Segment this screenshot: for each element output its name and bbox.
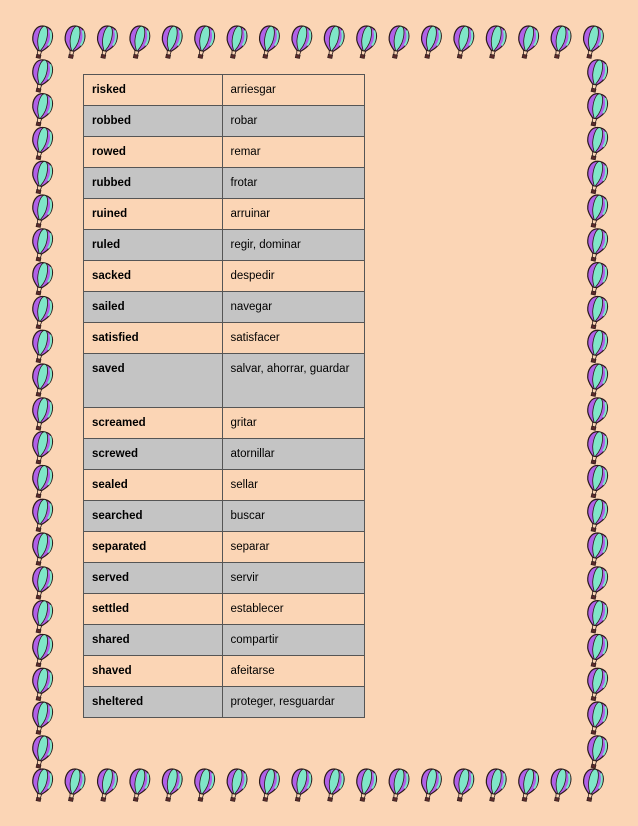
hot-air-balloon-icon <box>255 767 281 803</box>
english-verb: sailed <box>84 292 223 323</box>
table-row <box>84 532 365 563</box>
hot-air-balloon-icon <box>417 767 443 803</box>
hot-air-balloon-icon <box>61 767 87 803</box>
table-row <box>84 168 365 199</box>
hot-air-balloon-icon <box>584 58 610 94</box>
hot-air-balloon-icon <box>29 531 55 567</box>
hot-air-balloon-icon <box>29 633 55 669</box>
english-verb: shaved <box>84 656 223 687</box>
hot-air-balloon-icon <box>29 767 55 803</box>
hot-air-balloon-icon <box>584 599 610 635</box>
table-row <box>84 687 365 718</box>
english-verb: screamed <box>84 408 223 439</box>
spanish-translation: robar <box>222 106 365 137</box>
hot-air-balloon-icon <box>158 24 184 60</box>
hot-air-balloon-icon <box>417 24 443 60</box>
hot-air-balloon-icon <box>126 767 152 803</box>
hot-air-balloon-icon <box>320 24 346 60</box>
spanish-translation: gritar <box>222 408 365 439</box>
hot-air-balloon-icon <box>584 430 610 466</box>
english-verb: sheltered <box>84 687 223 718</box>
spanish-translation: compartir <box>222 625 365 656</box>
hot-air-balloon-icon <box>450 767 476 803</box>
hot-air-balloon-icon <box>29 92 55 128</box>
english-verb: searched <box>84 501 223 532</box>
hot-air-balloon-icon <box>93 767 119 803</box>
spanish-translation: navegar <box>222 292 365 323</box>
hot-air-balloon-icon <box>385 767 411 803</box>
hot-air-balloon-icon <box>320 767 346 803</box>
spanish-translation: arruinar <box>222 199 365 230</box>
hot-air-balloon-icon <box>29 700 55 736</box>
hot-air-balloon-icon <box>288 24 314 60</box>
spanish-translation: frotar <box>222 168 365 199</box>
english-verb: served <box>84 563 223 594</box>
hot-air-balloon-icon <box>584 633 610 669</box>
hot-air-balloon-icon <box>353 24 379 60</box>
hot-air-balloon-icon <box>29 58 55 94</box>
hot-air-balloon-icon <box>515 767 541 803</box>
table-row <box>84 594 365 625</box>
spanish-translation: regir, dominar <box>222 230 365 261</box>
english-verb: rubbed <box>84 168 223 199</box>
table-row <box>84 292 365 323</box>
spanish-translation: remar <box>222 137 365 168</box>
spanish-translation: proteger, resguardar <box>222 687 365 718</box>
english-verb: ruled <box>84 230 223 261</box>
hot-air-balloon-icon <box>547 767 573 803</box>
spanish-translation: sellar <box>222 470 365 501</box>
hot-air-balloon-icon <box>584 92 610 128</box>
hot-air-balloon-icon <box>29 227 55 263</box>
hot-air-balloon-icon <box>126 24 152 60</box>
hot-air-balloon-icon <box>584 261 610 297</box>
hot-air-balloon-icon <box>584 700 610 736</box>
hot-air-balloon-icon <box>29 734 55 770</box>
hot-air-balloon-icon <box>584 126 610 162</box>
english-verb: satisfied <box>84 323 223 354</box>
hot-air-balloon-icon <box>482 767 508 803</box>
table-row <box>84 408 365 439</box>
spanish-translation: buscar <box>222 501 365 532</box>
english-verb: sacked <box>84 261 223 292</box>
hot-air-balloon-icon <box>584 531 610 567</box>
hot-air-balloon-icon <box>353 767 379 803</box>
hot-air-balloon-icon <box>29 261 55 297</box>
table-row <box>84 501 365 532</box>
spanish-translation: separar <box>222 532 365 563</box>
hot-air-balloon-icon <box>191 24 217 60</box>
table-row <box>84 106 365 137</box>
spanish-translation: arriesgar <box>222 75 365 106</box>
english-verb: robbed <box>84 106 223 137</box>
hot-air-balloon-icon <box>385 24 411 60</box>
table-row <box>84 75 365 106</box>
english-verb: shared <box>84 625 223 656</box>
spanish-translation: establecer <box>222 594 365 625</box>
english-verb: risked <box>84 75 223 106</box>
hot-air-balloon-icon <box>584 227 610 263</box>
hot-air-balloon-icon <box>579 767 605 803</box>
hot-air-balloon-icon <box>29 599 55 635</box>
hot-air-balloon-icon <box>223 24 249 60</box>
table-row <box>84 563 365 594</box>
hot-air-balloon-icon <box>584 396 610 432</box>
hot-air-balloon-icon <box>29 430 55 466</box>
hot-air-balloon-icon <box>158 767 184 803</box>
hot-air-balloon-icon <box>584 666 610 702</box>
hot-air-balloon-icon <box>450 24 476 60</box>
table-row <box>84 625 365 656</box>
hot-air-balloon-icon <box>584 565 610 601</box>
spanish-translation: atornillar <box>222 439 365 470</box>
hot-air-balloon-icon <box>29 295 55 331</box>
spanish-translation: salvar, ahorrar, guardar <box>222 354 365 408</box>
hot-air-balloon-icon <box>584 734 610 770</box>
hot-air-balloon-icon <box>547 24 573 60</box>
english-verb: saved <box>84 354 223 408</box>
english-verb: settled <box>84 594 223 625</box>
hot-air-balloon-icon <box>29 565 55 601</box>
table-row <box>84 137 365 168</box>
hot-air-balloon-icon <box>584 328 610 364</box>
table-row <box>84 199 365 230</box>
spanish-translation: despedir <box>222 261 365 292</box>
hot-air-balloon-icon <box>29 193 55 229</box>
hot-air-balloon-icon <box>223 767 249 803</box>
hot-air-balloon-icon <box>579 24 605 60</box>
english-verb: ruined <box>84 199 223 230</box>
table-row <box>84 261 365 292</box>
hot-air-balloon-icon <box>29 396 55 432</box>
english-verb: separated <box>84 532 223 563</box>
hot-air-balloon-icon <box>584 497 610 533</box>
spanish-translation: servir <box>222 563 365 594</box>
table-row <box>84 439 365 470</box>
hot-air-balloon-icon <box>584 362 610 398</box>
hot-air-balloon-icon <box>584 159 610 195</box>
hot-air-balloon-icon <box>61 24 87 60</box>
hot-air-balloon-icon <box>191 767 217 803</box>
english-verb: sealed <box>84 470 223 501</box>
hot-air-balloon-icon <box>584 295 610 331</box>
spanish-translation: satisfacer <box>222 323 365 354</box>
table-row <box>84 354 365 408</box>
hot-air-balloon-icon <box>255 24 281 60</box>
hot-air-balloon-icon <box>29 126 55 162</box>
hot-air-balloon-icon <box>482 24 508 60</box>
english-verb: screwed <box>84 439 223 470</box>
table-row <box>84 323 365 354</box>
hot-air-balloon-icon <box>584 193 610 229</box>
hot-air-balloon-icon <box>93 24 119 60</box>
hot-air-balloon-icon <box>288 767 314 803</box>
hot-air-balloon-icon <box>29 159 55 195</box>
hot-air-balloon-icon <box>29 464 55 500</box>
english-verb: rowed <box>84 137 223 168</box>
hot-air-balloon-icon <box>515 24 541 60</box>
hot-air-balloon-icon <box>29 362 55 398</box>
table-row <box>84 230 365 261</box>
hot-air-balloon-icon <box>584 464 610 500</box>
hot-air-balloon-icon <box>29 328 55 364</box>
hot-air-balloon-icon <box>29 24 55 60</box>
hot-air-balloon-icon <box>29 497 55 533</box>
table-row <box>84 656 365 687</box>
table-row <box>84 470 365 501</box>
spanish-translation: afeitarse <box>222 656 365 687</box>
hot-air-balloon-icon <box>29 666 55 702</box>
vocabulary-table <box>83 74 365 718</box>
